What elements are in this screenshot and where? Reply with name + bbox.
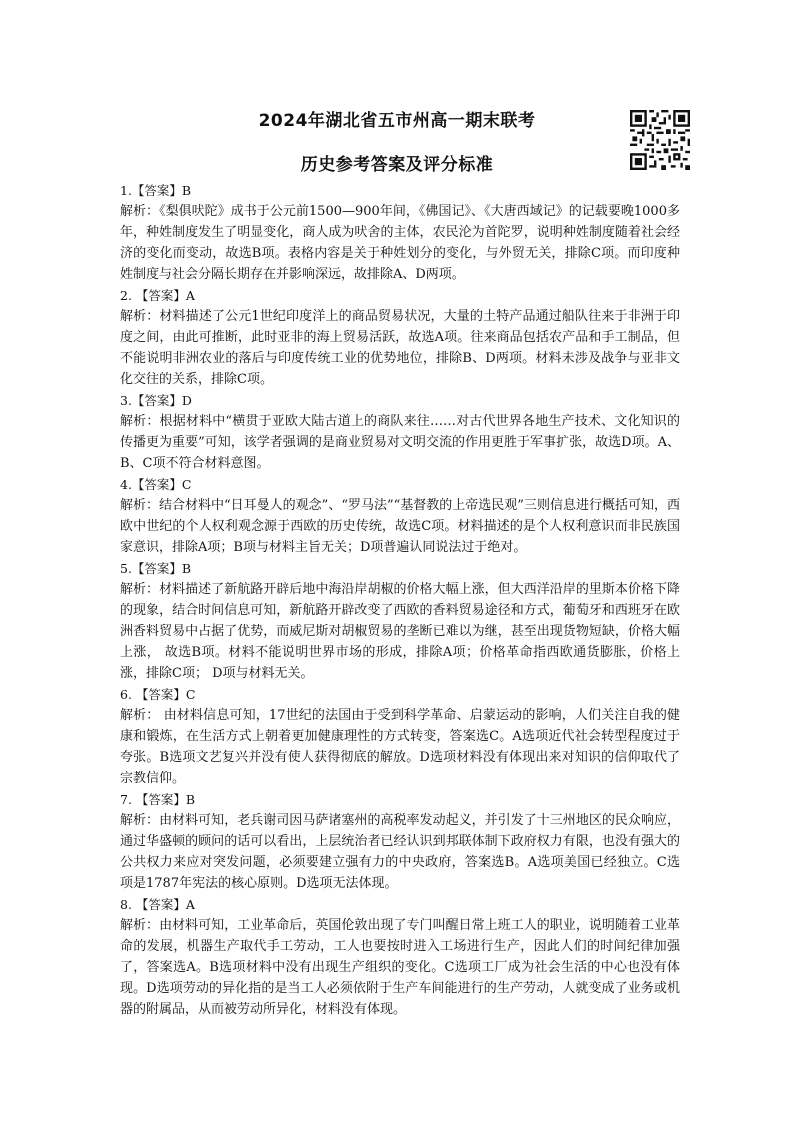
- explanation-text: 解析：《梨俱吠陀》成书于公元前1500—900年间，《佛国记》、《大唐西域记》的记载要晚1000多年，种姓制度发生了明显变化，商人成为吠舍的主体，农民沦为首陀罗，说明种姓制度随着社会经济的变化而变动，故选B项。表格内容是关于种姓划分的变化，与外贸无关，排除C项。而印度种姓制度与社会分隔长期存在并影响深远，故排除A、D两项。: [120, 204, 680, 282]
- answer-list: [120, 180, 680, 1020]
- question-4: [120, 474, 680, 558]
- answer-label: 8. 【答案】A: [120, 897, 195, 912]
- explanation-text: 解析：材料描述了新航路开辟后地中海沿岸胡椒的价格大幅上涨，但大西洋沿岸的里斯本价格下降的现象，结合时间信息可知，新航路开辟改变了西欧的香料贸易途径和方式，葡萄牙和西班牙在欧洲香料贸易中占据了优势，而威尼斯对胡椒贸易的垄断已难以为继，甚至出现货物短缺，价格大幅上涨， 故选B项。材料不能说明世界市场的形成，排除A项；价格革命指西欧通货膨胀，价格上涨，排除C项； D项与材料无关。: [120, 582, 680, 681]
- answer-label: 3.【答案】D: [120, 393, 192, 408]
- answer-label: 1.【答案】B: [120, 183, 192, 198]
- question-5: [120, 558, 680, 684]
- explanation-text: 解析：由材料可知，老兵谢司因马萨诸塞州的高税率发动起义，并引发了十三州地区的民众响应，通过华盛顿的顾问的话可以看出，上层统治者已经认识到邦联体制下政府权力有限，也没有强大的公共权力来应对突发问题，必须要建立强有力的中央政府，答案选B。A选项美国已经独立。C选项是1787年宪法的核心原则。D选项无法体现。: [120, 813, 680, 891]
- question-2: [120, 285, 680, 390]
- answer-label: 5.【答案】B: [120, 561, 192, 576]
- answer-label: 4.【答案】C: [120, 477, 192, 492]
- explanation-text: 解析： 由材料信息可知，17世纪的法国由于受到科学革命、启蒙运动的影响，人们关注自我的健康和锻炼，在生活方式上朝着更加健康理性的方式转变，答案选C。A选项近代社会转型程度过于夸张。B选项文艺复兴并没有使人获得彻底的解放。D选项材料没有体现出来对知识的信仰取代了宗教信仰。: [120, 708, 680, 786]
- explanation-text: 解析：根据材料中“横贯于亚欧大陆古道上的商队来往……对古代世界各地生产技术、文化知识的传播更为重要”可知，该学者强调的是商业贸易对文明交流的作用更胜于军事扩张，故选D项。A、B、C项不符合材料意图。: [120, 414, 680, 471]
- answer-label: 2. 【答案】A: [120, 288, 195, 303]
- question-8: [120, 894, 680, 1020]
- document-subtitle: 历史参考答案及评分标准: [300, 155, 494, 175]
- explanation-text: 解析：由材料可知，工业革命后，英国伦敦出现了专门叫醒日常上班工人的职业，说明随着工业革命的发展，机器生产取代手工劳动，工人也要按时进入工场进行生产，因此人们的时间纪律加强了，答案选A。B选项材料中没有出现生产组织的变化。C选项工厂成为社会生活的中心也没有体现。D选项劳动的异化指的是当工人必须依附于生产车间能进行的生产劳动，人就变成了业务或机器的附属品，从而被劳动所异化，材料没有体现。: [120, 918, 680, 1017]
- question-7: [120, 789, 680, 894]
- answer-label: 6. 【答案】C: [120, 687, 196, 702]
- explanation-text: 解析：结合材料中“日耳曼人的观念”、“罗马法”“基督教的上帝选民观”三则信息进行概括可知，西欧中世纪的个人权利观念源于西欧的历史传统，故选C项。材料描述的是个人权利意识而非民族国家意识，排除A项；B项与材料主旨无关；D项普遍认同说法过于绝对。: [120, 498, 680, 555]
- document-title: 2024年湖北省五市州高一期末联考: [258, 111, 536, 131]
- question-6: [120, 684, 680, 789]
- answer-label: 7. 【答案】B: [120, 792, 196, 807]
- explanation-text: 解析：材料描述了公元1世纪印度洋上的商品贸易状况，大量的土特产品通过船队往来于非洲于印度之间，由此可推断，此时亚非的海上贸易活跃，故选A项。往来商品包括农产品和手工制品，但不能说明非洲农业的落后与印度传统工业的优势地位，排除B、D两项。材料未涉及战争与亚非文化交往的关系，排除C项。: [120, 309, 680, 387]
- question-1: [120, 180, 680, 285]
- qr-code-icon: [630, 110, 690, 170]
- question-3: [120, 390, 680, 474]
